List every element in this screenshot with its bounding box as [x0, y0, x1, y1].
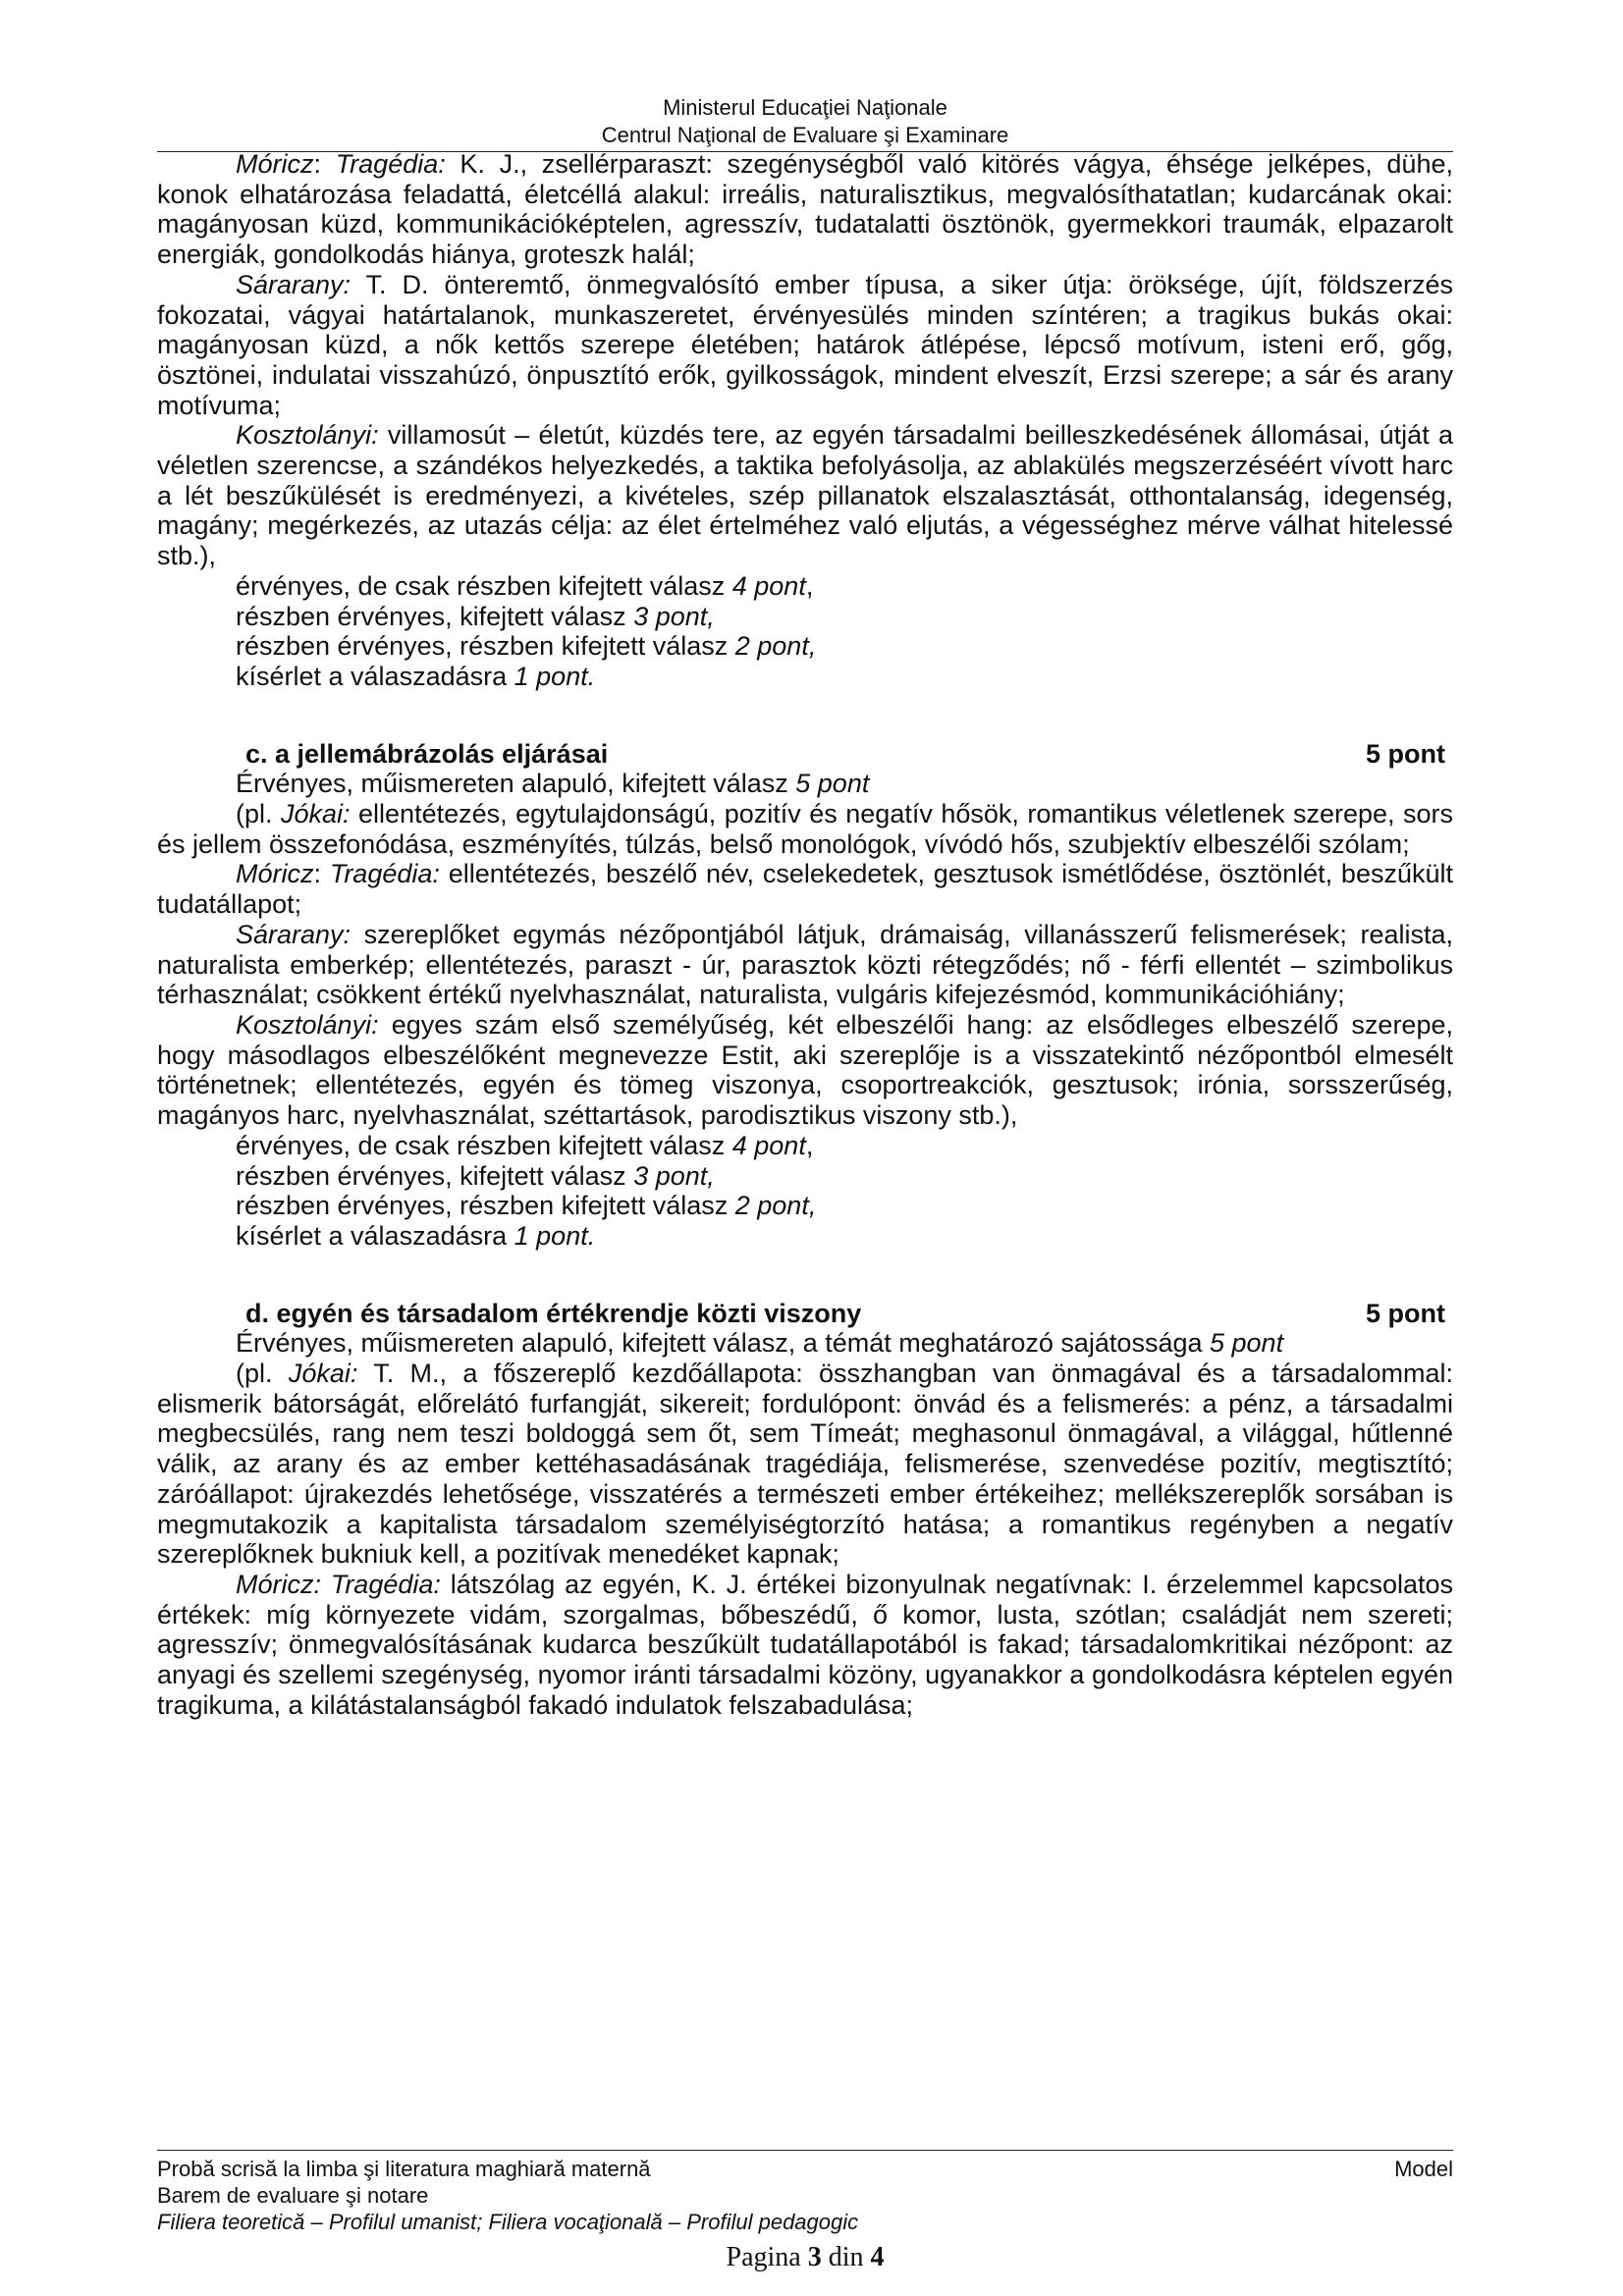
score-line-3: részben érvényes, kifejtett válasz 3 pont,	[236, 1160, 715, 1191]
score-line-2: részben érvényes, részben kifejtett válasz 2 pont,	[236, 631, 817, 662]
paragraph-srarany-1: Sárarany: T. D. önteremtő, önmegvalósító ember típusa, a siker útja: öröksége, újít, földszerzés fokozatai, vágyai határtalanok, munkaszeretet, érvényesülés minden színtéren; a tragikus bukás okai: magányosan küzd, a nők kettős szerepe életében; határok átlépése, lépcső motívum, isteni erő, gőg, ösztönei, indulatai visszahúzó, önpusztító erők, gyilkosságok, mindent elveszít, Erzsi szerepe; a sár és arany motívuma;	[157, 269, 1453, 420]
page-number: Pagina 3 din 4	[726, 2242, 885, 2272]
page-footer	[157, 2156, 1453, 2235]
footer-exam-title: Probă scrisă la limba şi literatura maghiară maternă	[157, 2157, 651, 2181]
score-line-1: kísérlet a válaszadásra 1 pont.	[236, 1220, 596, 1251]
section-d-lead: Érvényes, műismereten alapuló, kifejtett válasz, a témát meghatározó sajátossága 5 pont	[236, 1328, 1284, 1359]
footer-divider	[157, 2150, 1453, 2151]
header-center: Centrul Naţional de Evaluare şi Examinare	[601, 123, 1009, 147]
section-d-heading: d. egyén és társadalom értékrendje közti viszony 5 pont	[245, 1298, 1445, 1328]
document-body	[157, 149, 1453, 1720]
paragraph-kosztolanyi-1: Kosztolányi: villamosút – életút, küzdés tere, az egyén társadalmi beilleszkedésének állomásai, útját a véletlen szerencse, a szándékos helyezkedés, a taktika befolyásolja, az ablakülés megszerzéséért vívott harc a lét beszűkülését is eredményezi, a kivételes, szép pillanatok elszalasztását, otthontalanság, idegenség, magány; megérkezés, az utazás célja: az élet értelméhez való eljutás, a végességhez mérve válhat hitelessé stb.),	[157, 420, 1453, 571]
paragraph-jokai-c: (pl. Jókai: ellentétezés, egytulajdonságú, pozitív és negatív hősök, romantikus véletlenek szerepe, sors és jellem összefonódása, eszményítés, túlzás, belső monológok, vívódó hős, szubjektív elbeszélői szólam;	[157, 799, 1453, 859]
section-c-lead: Érvényes, műismereten alapuló, kifejtett válasz 5 pont	[236, 769, 870, 799]
footer-profile: Filiera teoretică – Profilul umanist; Filiera vocaţională – Profilul pedagogic	[157, 2210, 859, 2234]
paragraph-kosztolanyi-c: Kosztolányi: egyes szám első személyűség, két elbeszélői hang: az elsődleges elbeszélő szerepe, hogy másodlagos elbeszélőként megnevezze Estit, aki szereplője is a visszatekintő nézőpontból elmesélt történetnek; ellentétezés, egyén és tömeg viszonya, csoportreakciók, gesztusok; irónia, sorsszerűség, magányos harc, nyelvhasználat, széttartások, parodisztikus viszony stb.),	[157, 1009, 1453, 1131]
paragraph-jokai-d: (pl. Jókai: T. M., a főszereplő kezdőállapota: összhangban van önmagával és a társadalommal: elismerik bátorságát, előrelátó furfangját, sikereit; fordulópont: önvád és a felismerés: a pénz, a társadalmi megbecsülés, rang nem teszi boldoggá sem őt, sem Tímeát; meghasonul önmagával, a világgal, hűtlenné válik, az arany és az ember kettéhasadásának tragédiája, felismerése, szenvedése pozitív, megtisztító; záróállapot: újrakezdés lehetősége, visszatérés a természeti ember értékeihez; mellékszereplők sorsában is megmutakozik a kapitalista társadalom személyiségtorzító hatása; a romantikus regényben a negatív szereplőknek bukniuk kell, a pozitívak menedéket kapnak;	[157, 1359, 1454, 1570]
score-line-3: részben érvényes, kifejtett válasz 3 pont,	[236, 601, 715, 631]
footer-row-1	[157, 2156, 1453, 2182]
score-line-4: érvényes, de csak részben kifejtett válasz 4 pont,	[236, 570, 814, 601]
footer-model-label: Model	[1394, 2157, 1453, 2181]
footer-scheme: Barem de evaluare şi notare	[157, 2183, 429, 2208]
paragraph-moricz-1: Móricz: Tragédia: K. J., zsellérparaszt: szegénységből való kitörés vágya, éhsége jelképes, dühe, konok elhatározása feladattá, életcéllá alakul: irreális, naturalisztikus, megvalósíthatatlan; kudarcának okai: magányosan küzd, kommunikációképtelen, agresszív, tudatalatti ösztönök, gyermekkori traumák, elpazarolt energiák, gondolkodás hiánya, groteszk halál;	[157, 149, 1453, 270]
paragraph-sararany-c: Sárarany: szereplőket egymás nézőpontjából látjuk, drámaiság, villanásszerű felismerések; realista, naturalista emberkép; ellentétezés, paraszt - úr, parasztok közti rétegződés; nő - férfi ellentét – szimbolikus térhasználat; csökkent értékű nyelvhasználat, naturalista, vulgáris kifejezésmód, kommunikációhiány;	[157, 919, 1453, 1010]
score-line-2: részben érvényes, részben kifejtett válasz 2 pont,	[236, 1191, 817, 1221]
header-ministry: Ministerul Educaţiei Naţionale	[663, 95, 947, 120]
page-header	[157, 94, 1453, 149]
score-line-1: kísérlet a válaszadásra 1 pont.	[236, 661, 596, 691]
section-c-heading: c. a jellemábrázolás eljárásai 5 pont	[245, 738, 1445, 769]
score-line-4: érvényes, de csak részben kifejtett válasz 4 pont,	[236, 1130, 814, 1160]
spacer	[157, 692, 1453, 739]
paragraph-moricz-c: Móricz: Tragédia: ellentétezés, beszélő név, cselekedetek, gesztusok ismétlődése, ösztönlét, beszűkült tudatállapot;	[157, 859, 1453, 920]
paragraph-moricz-d: Móricz: Tragédia: látszólag az egyén, K. J. értékei bizonyulnak negatívnak: I. érzelemmel kapcsolatos értékek: míg környezete vidám, szorgalmas, bőbeszédű, ő komor, lusta, szótlan; családját nem szereti; agresszív; önmegvalósításának kudarca beszűkült tudatállapotából is fakad; társadalomkritikai nézőpont: az anyagi és szellemi szegénység, nyomor iránti társadalmi közöny, ugyanakkor a gondolkodásra képtelen egyén tragikuma, a kilátástalanságból fakadó indulatok felszabadulása;	[157, 1569, 1453, 1720]
spacer	[157, 1252, 1453, 1299]
